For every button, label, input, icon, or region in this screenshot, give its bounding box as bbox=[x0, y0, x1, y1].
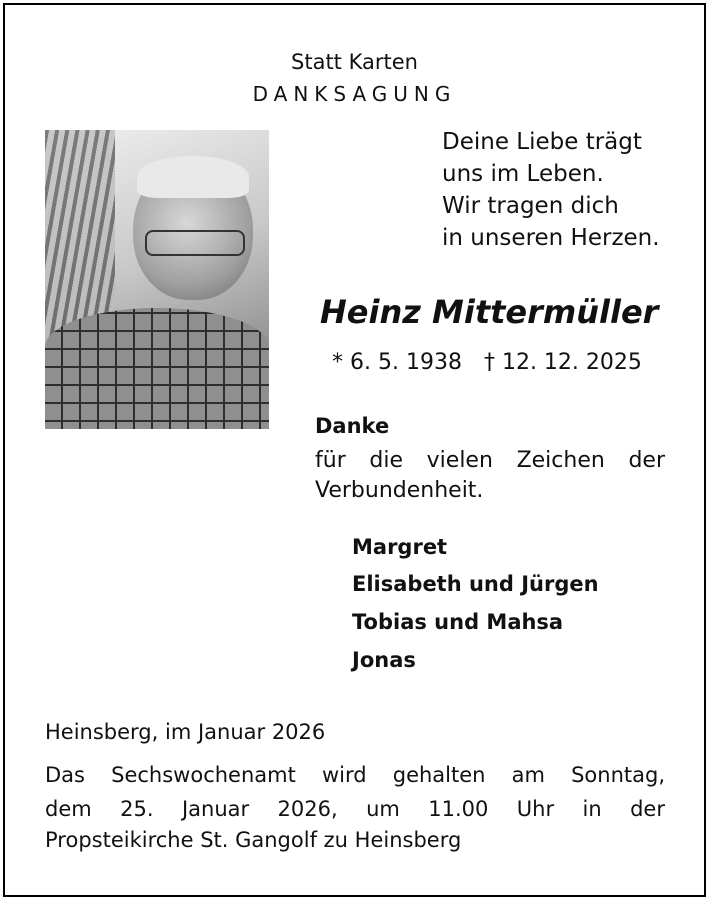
signature-name: Jonas bbox=[352, 648, 416, 672]
photo-glasses bbox=[145, 230, 245, 256]
verse-line: Deine Liebe trägt bbox=[442, 129, 642, 155]
photo-shirt bbox=[45, 308, 269, 429]
birth-date: * 6. 5. 1938 bbox=[332, 350, 462, 375]
life-dates bbox=[332, 350, 642, 375]
signature-name: Elisabeth und Jürgen bbox=[352, 572, 599, 596]
death-date: † 12. 12. 2025 bbox=[483, 350, 642, 375]
service-info-line-1: Das Sechswochenamt wird gehalten am Sonntag, bbox=[45, 763, 665, 787]
verse bbox=[442, 126, 682, 254]
service-info-line-3: Propsteikirche St. Gangolf zu Heinsberg bbox=[45, 828, 462, 852]
thanks-line-2: Verbundenheit. bbox=[315, 478, 484, 503]
photo-hair bbox=[137, 156, 249, 198]
service-info-line-2: dem 25. Januar 2026, um 11.00 Uhr in der bbox=[45, 797, 665, 821]
header-danksagung: DANKSAGUNG bbox=[252, 82, 457, 106]
signature-name: Margret bbox=[352, 535, 448, 559]
verse-line: in unseren Herzen. bbox=[442, 225, 660, 251]
verse-line: Wir tragen dich bbox=[442, 193, 619, 219]
header-statt-karten: Statt Karten bbox=[291, 50, 418, 74]
thanks-title: Danke bbox=[315, 414, 390, 438]
portrait-photo bbox=[45, 130, 269, 429]
signature-name: Tobias und Mahsa bbox=[352, 610, 564, 634]
thanks-line-1: für die vielen Zeichen der bbox=[315, 448, 665, 473]
deceased-name: Heinz Mittermüller bbox=[320, 293, 659, 331]
place-date: Heinsberg, im Januar 2026 bbox=[45, 720, 326, 744]
verse-line: uns im Leben. bbox=[442, 161, 604, 187]
